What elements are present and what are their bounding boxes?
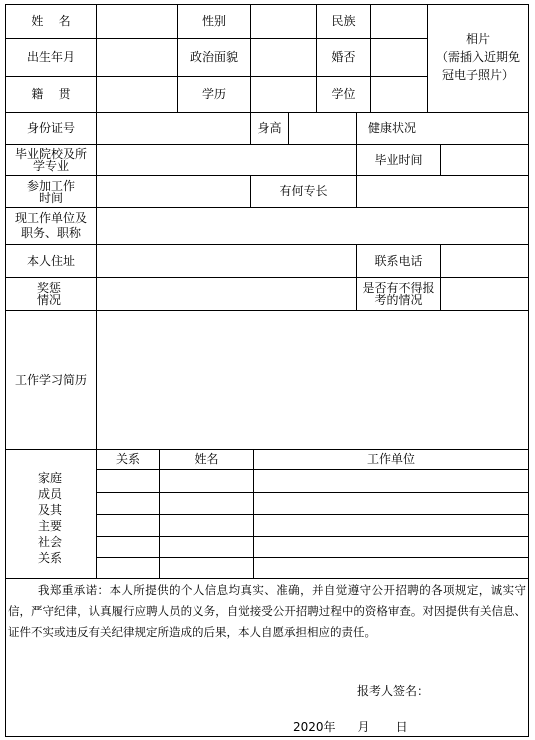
politics-label: 政治面貌 xyxy=(189,50,238,64)
birth-label: 出生年月 xyxy=(26,50,75,64)
fam-unit-header: 工作单位 xyxy=(366,452,415,466)
marital-label: 婚否 xyxy=(331,50,356,64)
fam-relation-4[interactable] xyxy=(97,537,159,557)
photo-box[interactable] xyxy=(428,5,528,112)
id-number-field[interactable] xyxy=(97,113,250,144)
signature-field[interactable] xyxy=(430,678,525,700)
school-major-label: 毕业院校及所学专业 xyxy=(14,147,87,173)
id-number-label: 身份证号 xyxy=(26,121,75,135)
fam-unit-4[interactable] xyxy=(254,537,528,557)
grad-time-label: 毕业时间 xyxy=(374,152,423,167)
work-start-field[interactable] xyxy=(97,176,250,207)
work-start-label: 参加工作时间 xyxy=(26,178,75,205)
degree-field[interactable] xyxy=(371,77,427,112)
border-bottom xyxy=(5,736,529,737)
fam-name-5[interactable] xyxy=(160,558,253,578)
family-label: 家庭成员及其主要社会关系 xyxy=(37,471,62,565)
name-field[interactable] xyxy=(97,5,177,38)
date-line xyxy=(293,718,408,735)
fam-unit-5[interactable] xyxy=(254,558,528,578)
signature-label: 报考人签名： xyxy=(357,684,430,698)
height-label: 身高 xyxy=(257,121,282,135)
hline xyxy=(5,578,529,579)
fam-unit-2[interactable] xyxy=(254,493,528,514)
education-field[interactable] xyxy=(251,77,316,112)
restriction-field[interactable] xyxy=(441,278,528,310)
phone-field[interactable] xyxy=(441,245,528,277)
specialty-label: 有何专长 xyxy=(279,184,328,198)
photo-note: （需插入近期免冠电子照片） xyxy=(435,50,520,82)
address-label: 本人住址 xyxy=(26,253,75,268)
pledge-text: 我郑重承诺：本人所提供的个人信息均真实、准确，并自觉遵守公开招聘的各项规定，诚实守信，严守纪律，认真履行应聘人员的义务，自觉接受公开招聘过程中的资格审查。对因提供有关信息、证件不实或违反有关纪律规定所造成的后果，本人自愿承担相应的责任。 xyxy=(8,583,526,639)
native-place-field[interactable] xyxy=(97,77,177,112)
awards-field[interactable] xyxy=(97,278,356,310)
resume-label: 工作学习简历 xyxy=(14,372,87,387)
address-field[interactable] xyxy=(97,245,356,277)
degree-label: 学位 xyxy=(331,87,356,101)
restriction-label: 是否有不得报考的情况 xyxy=(362,281,435,307)
fam-unit-1[interactable] xyxy=(254,470,528,492)
date-month: 月 xyxy=(357,720,370,734)
date-day: 日 xyxy=(395,720,408,734)
marital-field[interactable] xyxy=(371,39,427,76)
height-field[interactable] xyxy=(289,113,356,144)
health-label: 健康状况 xyxy=(367,121,416,135)
fam-name-2[interactable] xyxy=(160,493,253,514)
education-label: 学历 xyxy=(201,87,226,101)
name-label: 姓 名 xyxy=(31,14,71,28)
gender-label: 性别 xyxy=(201,14,226,28)
ethnicity-field[interactable] xyxy=(371,5,427,38)
gender-field[interactable] xyxy=(251,5,316,38)
fam-relation-5[interactable] xyxy=(97,558,159,578)
politics-field[interactable] xyxy=(251,39,316,76)
grad-time-field[interactable] xyxy=(441,145,528,175)
fam-name-4[interactable] xyxy=(160,537,253,557)
school-major-field[interactable] xyxy=(97,145,356,175)
photo-title: 相片 xyxy=(465,32,490,46)
border-right xyxy=(528,4,529,737)
fam-unit-3[interactable] xyxy=(254,515,528,536)
resume-field[interactable] xyxy=(97,311,528,449)
health-field[interactable] xyxy=(428,113,528,144)
current-unit-field[interactable] xyxy=(97,208,528,244)
fam-relation-1[interactable] xyxy=(97,470,159,492)
awards-label: 奖惩情况 xyxy=(36,281,61,307)
registration-form xyxy=(5,4,529,737)
date-year: 2020年 xyxy=(293,720,336,734)
fam-relation-header: 关系 xyxy=(115,452,140,466)
fam-relation-2[interactable] xyxy=(97,493,159,514)
birth-field[interactable] xyxy=(97,39,177,76)
specialty-field[interactable] xyxy=(357,176,528,207)
phone-label: 联系电话 xyxy=(374,253,423,268)
native-place-label: 籍 贯 xyxy=(31,87,71,101)
fam-name-1[interactable] xyxy=(160,470,253,492)
fam-relation-3[interactable] xyxy=(97,515,159,536)
fam-name-3[interactable] xyxy=(160,515,253,536)
fam-name-header: 姓名 xyxy=(194,452,219,466)
current-unit-label: 现工作单位及职务、职称 xyxy=(14,211,87,240)
ethnicity-label: 民族 xyxy=(331,14,356,28)
